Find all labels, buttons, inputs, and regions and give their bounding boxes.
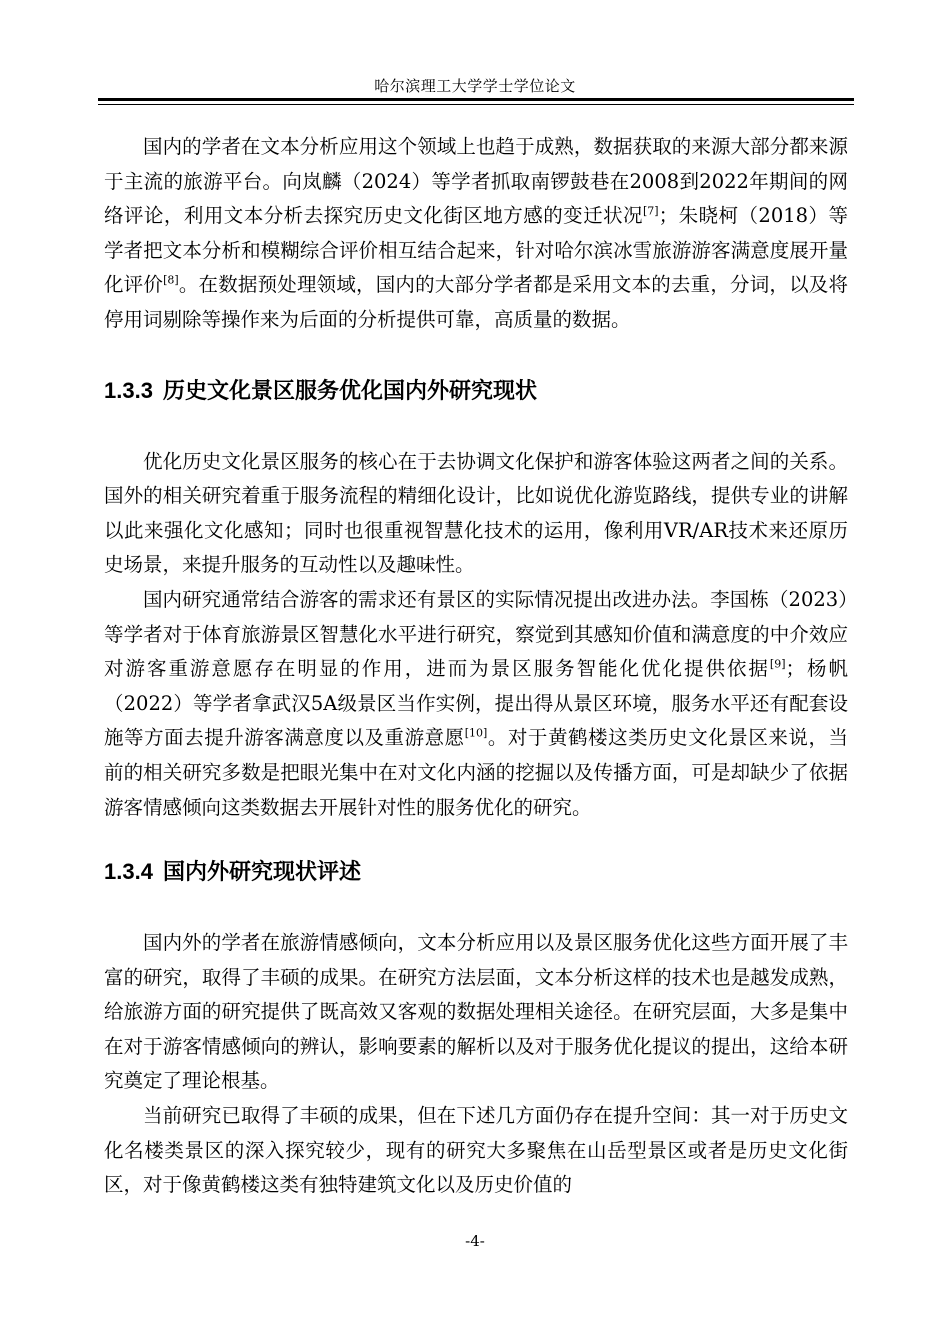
citation-ref: [9] (769, 657, 786, 671)
section-title: 历史文化景区服务优化国内外研究现状 (162, 378, 537, 404)
paragraph-domestic-text-analysis (104, 130, 848, 338)
page-number: -4- (465, 1232, 485, 1250)
section-heading-1-3-4 (104, 855, 848, 890)
running-header: 哈尔滨理工大学学士学位论文 (374, 77, 576, 95)
paragraph-review-summary (104, 926, 848, 1099)
paragraph-service-optimization-abroad (104, 445, 848, 583)
paragraph-text: 优化历史文化景区服务的核心在于去协调文化保护和游客体验这两者之间的关系。国外的相关研究着重于服务流程的精细化设计，比如说优化游览路线，提供专业的讲解以此来强化文化感知；同时也很重视智慧化技术的运用，像利用VR/AR技术来还原历史场景，来提升服务的互动性以及趣味性。 (104, 449, 848, 577)
body-text (104, 130, 848, 1203)
citation-ref: [7] (643, 204, 659, 218)
paragraph-text: 。对于黄鹤楼这类历史文化景区来说，当前的相关研究多数是把眼光集中在对文化内涵的挖掘以及传播方面，可是却缺少了依据游客情感倾向这类数据去开展针对性的服务优化的研究。 (104, 726, 848, 819)
citation-ref: [10] (464, 726, 488, 740)
section-number: 1.3.3 (104, 377, 153, 403)
section-heading-1-3-3 (104, 374, 848, 409)
paragraph-text: 国内外的学者在旅游情感倾向，文本分析应用以及景区服务优化这些方面开展了丰富的研究，取得了丰硕的成果。在研究方法层面，文本分析这样的技术也是越发成熟，给旅游方面的研究提供了既高效又客观的数据处理相关途径。在研究层面，大多是集中在对于游客情感倾向的辨认，影响要素的解析以及对于服务优化提议的提出，这给本研究奠定了理论根基。 (104, 931, 848, 1093)
paragraph-service-optimization-domestic (104, 583, 848, 825)
paragraph-text: ；朱晓柯（2018）等学者把文本分析和模糊综合评价相互结合起来，针对哈尔滨冰雪旅游游客满意度展开量化评价 (104, 204, 848, 297)
paragraph-research-gaps (104, 1099, 848, 1203)
section-title: 国内外研究现状评述 (162, 860, 361, 886)
paragraph-text: 。在数据预处理领域，国内的大部分学者都是采用文本的去重，分词，以及将停用词剔除等操作来为后面的分析提供可靠，高质量的数据。 (104, 273, 848, 331)
paragraph-text: ；杨帆（2022）等学者拿武汉5A级景区当作实例，提出得从景区环境，服务水平还有配套设施等方面去提升游客满意度以及重游意愿 (104, 657, 848, 750)
paragraph-text: 国内研究通常结合游客的需求还有景区的实际情况提出改进办法。李国栋（2023）等学者对于体育旅游景区智慧化水平进行研究，察觉到其感知价值和满意度的中介效应对游客重游意愿存在明显的作用，进而为景区服务智能化优化提供依据 (104, 587, 848, 681)
paragraph-text: 国内的学者在文本分析应用这个领域上也趋于成熟，数据获取的来源大部分都来源于主流的旅游平台。向岚麟（2024）等学者抓取南锣鼓巷在2008到2022年期间的网络评论，利用文本分析去探究历史文化街区地方感的变迁状况 (104, 135, 848, 228)
citation-ref: [8] (163, 273, 179, 287)
paragraph-text: 当前研究已取得了丰硕的成果，但在下述几方面仍存在提升空间：其一对于历史文化名楼类景区的深入探究较少，现有的研究大多聚焦在山岳型景区或者是历史文化街区，对于像黄鹤楼这类有独特建筑文化以及历史价值的 (104, 1104, 848, 1197)
header-rule-thick (98, 98, 854, 101)
header-rule-thin (98, 104, 854, 105)
section-number: 1.3.4 (104, 859, 153, 885)
